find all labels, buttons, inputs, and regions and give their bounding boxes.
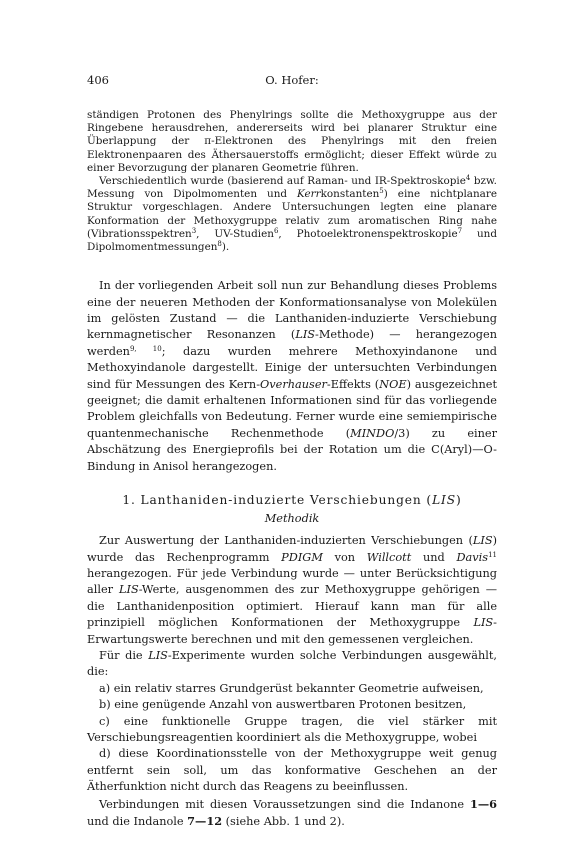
text-run: Verschiedentlich wurde (basierend auf Raman- und IR-Spektroskopie	[99, 175, 466, 188]
list-item: b) eine genügende Anzahl von auswertbaren Protonen besitzen,	[99, 698, 467, 712]
text-run: , UV-Studien	[196, 227, 274, 240]
text-run: -Erwartungswerte berechnen und mit den gemessenen vergleichen.	[87, 616, 497, 646]
abbreviation: LIS	[472, 534, 493, 548]
person-name: Willcott	[366, 550, 412, 564]
text-run: Verbindungen mit diesen Voraussetzungen sind die Indanone	[99, 797, 470, 811]
compound-range: 1—6	[469, 796, 497, 811]
person-name: Davis	[456, 550, 489, 564]
footnote-ref: 8	[217, 240, 222, 249]
main-text	[87, 278, 497, 830]
text-run: ) wurde das Rechenprogramm	[87, 534, 497, 564]
person-name: Overhauser	[260, 377, 327, 391]
footnote-ref: 5	[379, 187, 384, 196]
abbreviation: LIS	[432, 493, 457, 508]
text-run: ; dazu wurden mehrere Methoxyindanone und Methoxyindanole dargestellt. Einige der untersuchten Verbindungen sind für Messungen des Kern-	[87, 344, 498, 391]
text-run: von	[322, 550, 367, 564]
intro-paragraph	[87, 278, 497, 475]
text-run: ) eine nichtplanare Struktur vorgeschlagen. Andere Untersuchungen legten eine planare Konformation der Methoxygruppe relativ zum aromatischen Ring nahe (Vibrationsspektren	[87, 188, 497, 240]
criteria-list	[87, 681, 497, 796]
criteria-paragraph	[87, 648, 497, 681]
page	[87, 72, 497, 830]
method-paragraph	[87, 533, 497, 648]
list-item: d) diese Koordinationsstelle von der Methoxygruppe weit genug entfernt sein soll, um das konformative Geschehen an der Ätherfunktion nicht durch das Reagens zu beeinflussen.	[87, 747, 497, 794]
person-name: Kerr	[297, 188, 321, 201]
abbreviation: LIS	[119, 583, 139, 597]
text-run: Zur Auswertung der Lanthaniden-induzierten Verschiebungen (	[99, 534, 473, 548]
abbreviation: NOE	[379, 377, 407, 391]
text-run: (siehe Abb. 1 und 2).	[222, 815, 345, 829]
text-run: ) ausgezeichnet geeignet; die damit erhaltenen Informationen sind für das vorliegende Problem gleichfalls von Bedeutung. Ferner wurde eine semiempirische quantenmechanische Rechenmethode (	[87, 377, 497, 440]
text-run: )	[456, 493, 462, 508]
abbreviation: LIS	[473, 616, 494, 630]
abbreviation: LIS	[148, 648, 168, 662]
list-item: c) eine funktionelle Gruppe tragen, die viel stärker mit Verschiebungsreagentien koordiniert als die Methoxygruppe, wobei	[87, 714, 497, 744]
page-header	[87, 72, 497, 88]
footnote-ref: 6	[273, 226, 279, 235]
text-run: , Photoelektronenspektroskopie	[278, 227, 458, 240]
compound-range: 7—12	[187, 814, 223, 829]
text-run: -Effekts (	[326, 377, 380, 391]
text-run: Für die	[99, 648, 149, 662]
program-name: PDIGM	[281, 550, 323, 564]
footnote-ref: 11	[488, 550, 498, 559]
footnote-ref: 9, 10	[129, 344, 162, 353]
footnote-ref: 7	[457, 226, 463, 235]
list-item: a) ein relativ starres Grundgerüst bekannter Geometrie aufweisen,	[99, 681, 484, 695]
literature-paragraph	[87, 175, 497, 254]
continued-paragraph: ständigen Protonen des Phenylrings sollte die Methoxygruppe aus der Ringebene herausdrehen, andererseits wird bei planarer Struktur eine Überlappung der π-Elektronen des Phenylrings mit den freien Elektronenpaaren des Äthersauerstoffs ermöglicht; dieser Effekt würde zu einer Bevorzugung der planaren Geometrie führen.	[87, 109, 497, 174]
text-run: -Werte, ausgenommen des zur Methoxygruppe gehörigen — die Lanthanidenposition optimiert. Hierauf kann man für alle prinzipiell möglichen Konformationen der Methoxygruppe	[87, 583, 497, 630]
text-run: In der vorliegenden Arbeit soll nun zur Behandlung dieses Problems eine der neueren Methoden der Konformationsanalyse von Molekülen im gelösten Zustand — die Lanthaniden-induzierte Verschiebung kernmagnetischer Resonanzen (	[87, 279, 497, 342]
running-title: O. Hofer:	[265, 73, 319, 87]
text-run: und Dipolmomentmessungen	[87, 227, 497, 254]
footnote-ref: 3	[191, 226, 197, 235]
text-run: /3) zu einer Abschätzung des Energieprofils bei der Rotation um die C(Aryl)—O-Bindung in Anisol herangezogen.	[87, 426, 497, 473]
text-run: -Methode) — herangezogen werden	[87, 328, 497, 358]
text-run: ).	[221, 241, 230, 254]
footnote-ref: 4	[465, 174, 471, 183]
abbreviation: MINDO	[350, 426, 395, 440]
subsection-heading: Methodik	[264, 512, 320, 526]
text-run: konstanten	[320, 188, 380, 201]
closing-paragraph	[87, 796, 497, 831]
text-run: 1. Lanthaniden-induzierte Verschiebungen (	[122, 493, 433, 508]
continued-text-block	[87, 109, 497, 254]
abbreviation: LIS	[295, 328, 316, 342]
page-number: 406	[87, 73, 109, 87]
text-run: und	[411, 550, 457, 564]
text-run: -Experimente wurden solche Verbindungen ausgewählt, die:	[87, 648, 497, 679]
text-run: herangezogen. Für jede Verbindung wurde — unter Berücksichtigung aller	[87, 566, 497, 597]
text-run: bzw. Messung von Dipolmomenten und	[87, 175, 497, 201]
section-heading	[87, 492, 497, 508]
text-run: und die Indanole	[87, 815, 188, 829]
